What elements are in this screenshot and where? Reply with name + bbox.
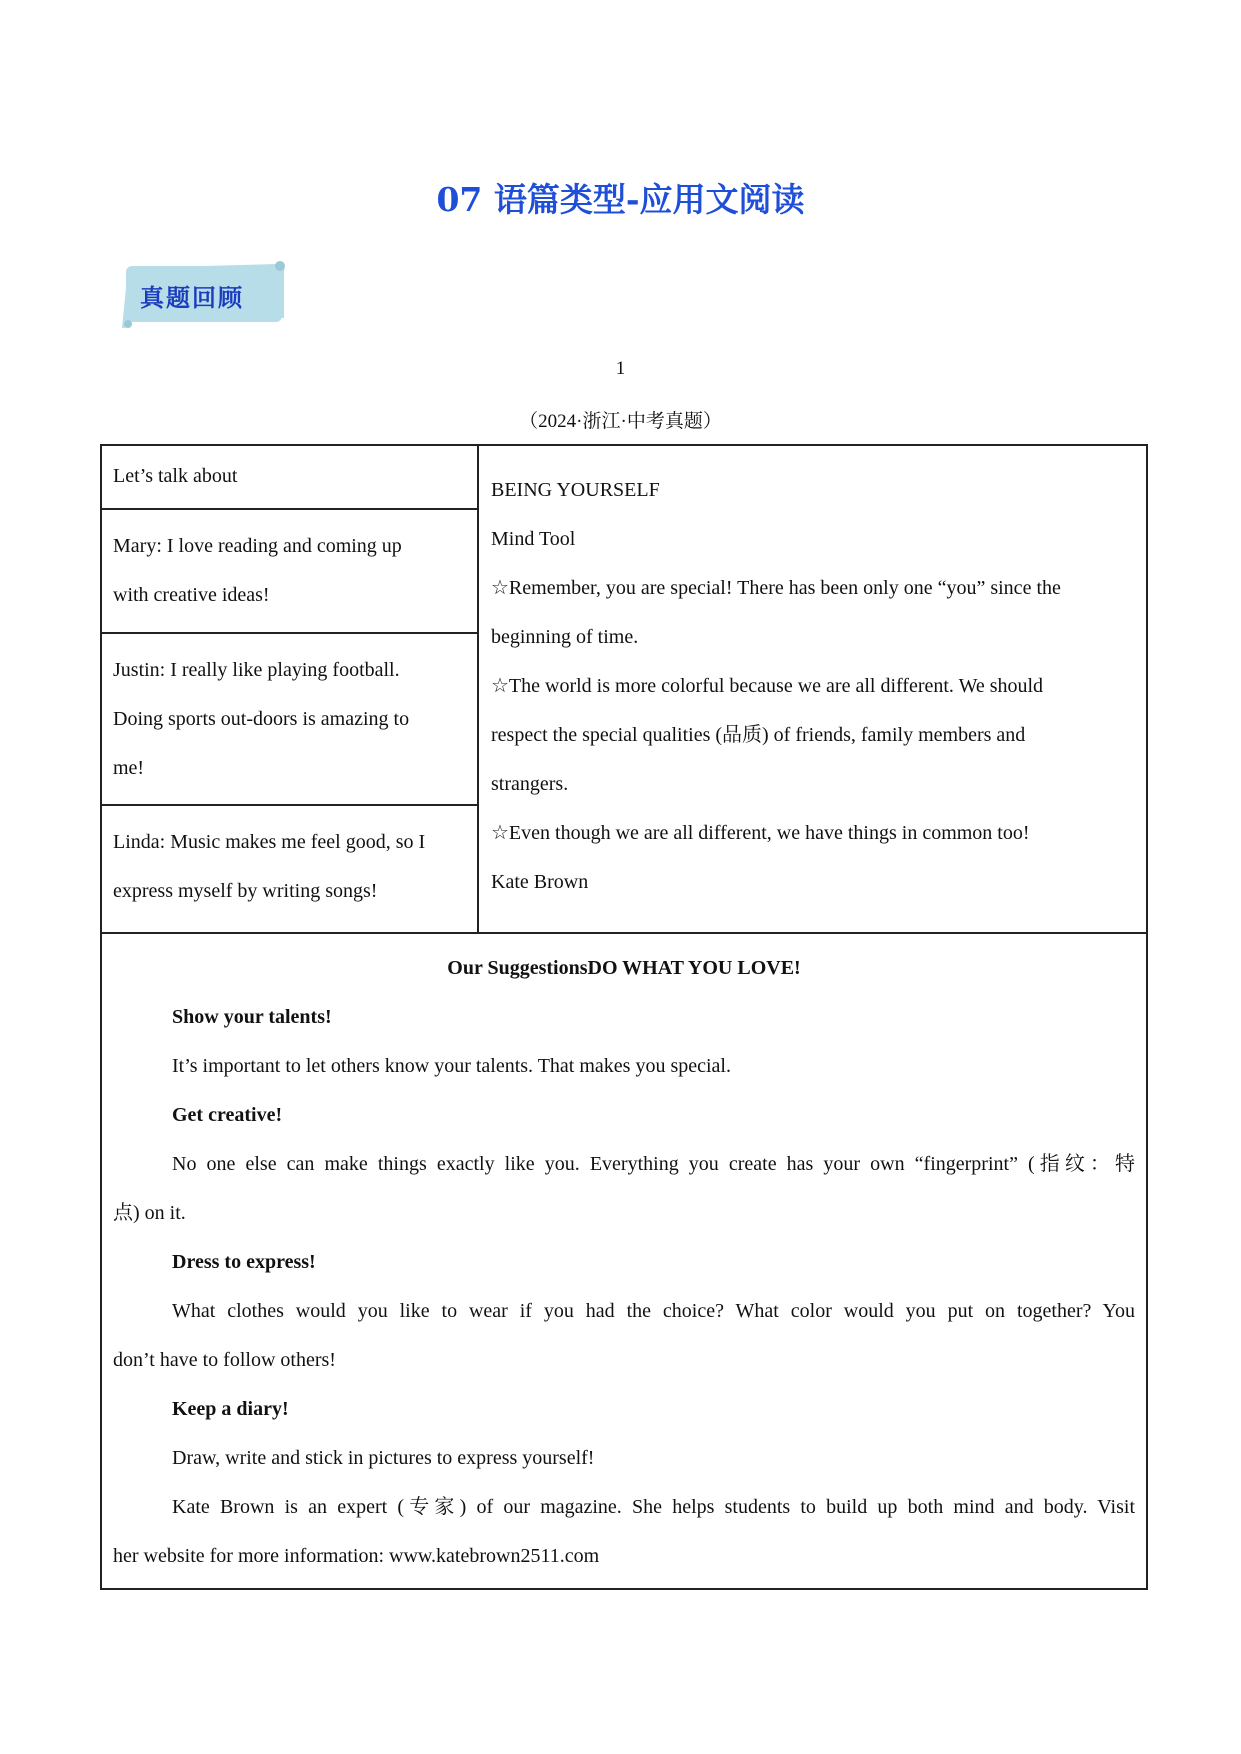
suggestions-heading: Our SuggestionsDO WHAT YOU LOVE! xyxy=(447,957,801,979)
section-body: don’t have to follow others! xyxy=(113,1349,336,1371)
section-heading: Dress to express! xyxy=(172,1251,316,1273)
section-body: No one else can make things exactly like you. Everything you create has your own “fingerprint” (指纹：特 xyxy=(172,1153,1135,1175)
closing-text: Kate Brown is an expert (专家) of our magazine. She helps students to build up both mind and body. Visit xyxy=(172,1496,1135,1518)
section-heading: Get creative! xyxy=(172,1104,283,1126)
row-divider xyxy=(100,632,478,634)
row-divider xyxy=(100,932,1148,934)
banner-label: 真题回顾 xyxy=(140,283,244,312)
section-body: What clothes would you like to wear if you had the choice? What color would you put on together? You xyxy=(172,1300,1135,1322)
section-body: Draw, write and stick in pictures to express yourself! xyxy=(172,1447,595,1469)
suggestions-cell xyxy=(113,944,1135,1581)
left-cell-intro: Let’s talk about xyxy=(113,465,238,487)
question-source: （2024·浙江·中考真题） xyxy=(519,411,722,432)
website-line: her website for more information: www.katebrown2511.com xyxy=(113,1545,600,1567)
section-banner xyxy=(120,258,288,328)
row-divider xyxy=(100,508,478,510)
section-heading: Show your talents! xyxy=(172,1006,332,1028)
left-cell-mary: Mary: I love reading and coming up with creative ideas! xyxy=(113,535,402,606)
column-divider xyxy=(477,444,479,934)
section-body: 点) on it. xyxy=(113,1202,186,1224)
row-divider xyxy=(100,804,478,806)
section-body: It’s important to let others know your talents. That makes you special. xyxy=(172,1055,731,1077)
question-number: 1 xyxy=(615,358,626,379)
section-heading: Keep a diary! xyxy=(172,1398,289,1420)
right-cell-being-yourself: BEING YOURSELF Mind Tool ☆Remember, you are special! There has been only one “you” since the beginning of time. ☆The world is more colorful because we are all different. We should respect the special qualities (品质) of friends, family members and strangers. ☆Even though we are all different, we have things in common too! Kate Brown xyxy=(491,479,1061,893)
left-cell-linda: Linda: Music makes me feel good, so I express myself by writing songs! xyxy=(113,831,426,902)
page-title: 07 语篇类型-应用文阅读 xyxy=(436,180,805,219)
left-cell-justin: Justin: I really like playing football. Doing sports out-doors is amazing to me! xyxy=(113,659,410,779)
